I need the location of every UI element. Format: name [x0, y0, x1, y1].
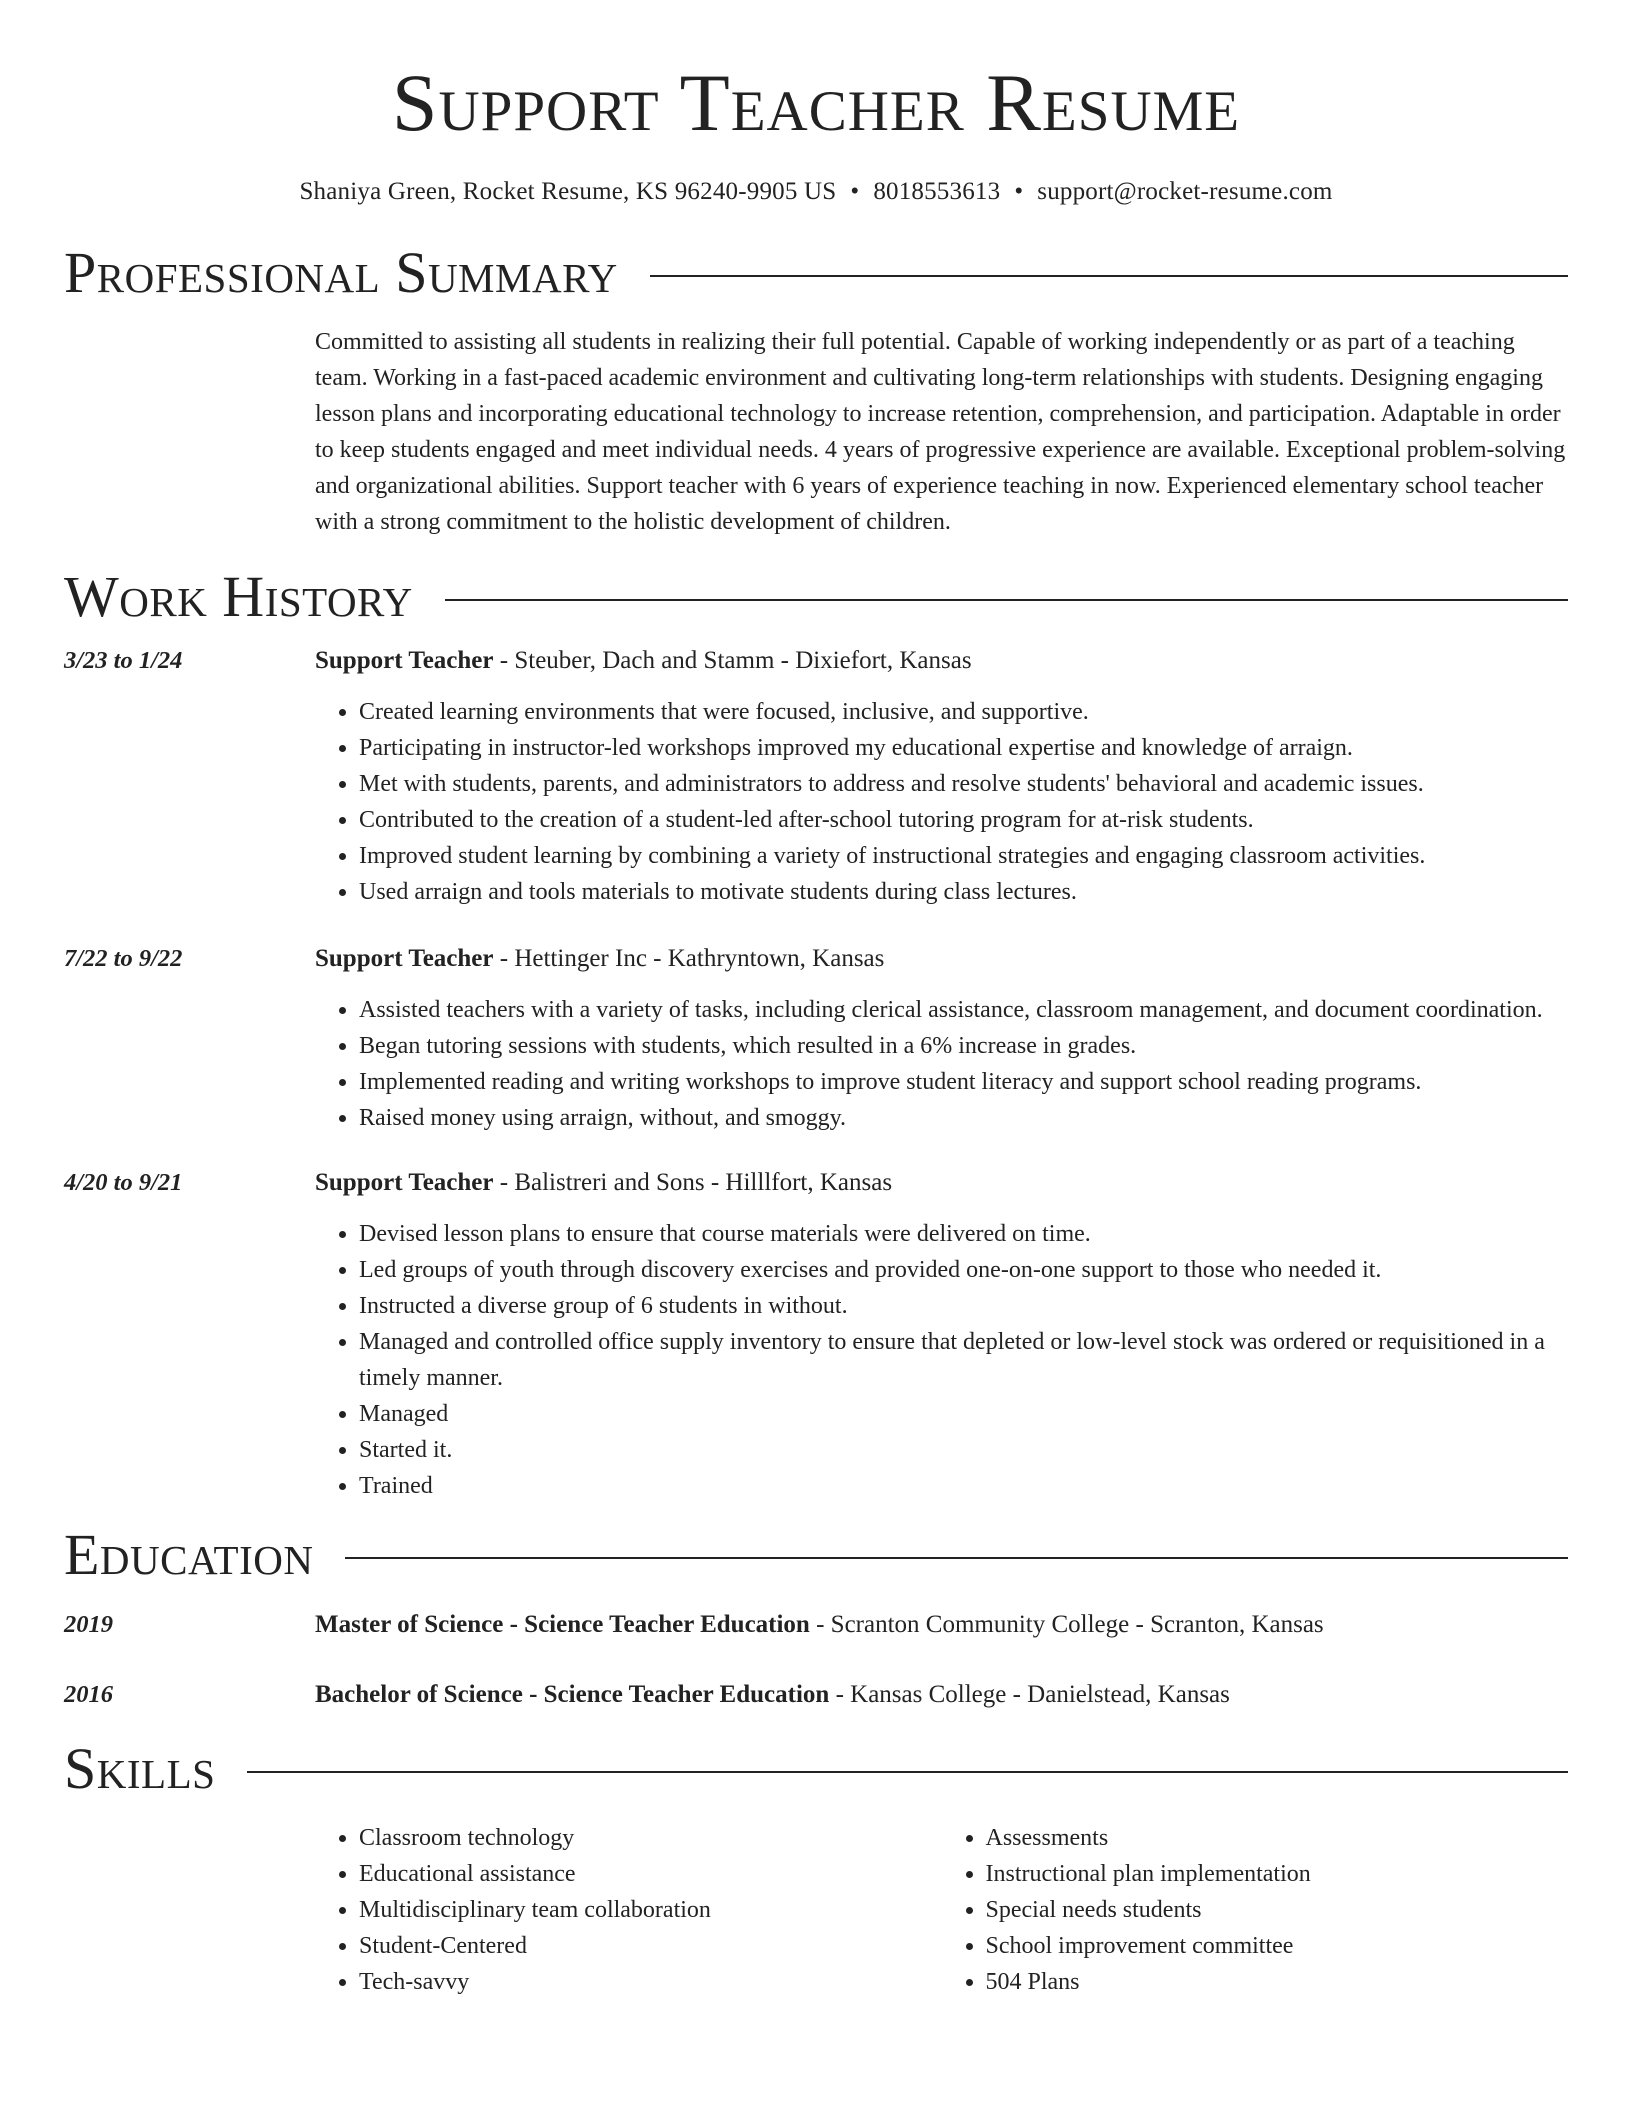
job-entry [64, 942, 1568, 1136]
skill-item: • Student-Centered [359, 1928, 942, 1964]
list-item: • Trained [359, 1468, 1568, 1504]
job-dates: 3/23 to 1/24 [64, 647, 183, 674]
education-entry [64, 1678, 1568, 1712]
summary-section-header [64, 240, 1568, 305]
list-item: • Started it. [359, 1432, 1568, 1468]
list-item: • Created learning environments that were focused, inclusive, and supportive. [359, 694, 1568, 730]
job-title: Support Teacher [315, 945, 494, 972]
list-item: • Began tutoring sessions with students, which resulted in a 6% increase in grades. [359, 1028, 1568, 1064]
skill-item: • Instructional plan implementation [986, 1856, 1569, 1892]
skills-heading: Skills [64, 1736, 216, 1801]
section-divider [445, 599, 1568, 601]
job-duties [315, 694, 1568, 910]
school-details: - Kansas College - Danielstead, Kansas [829, 1681, 1230, 1708]
section-divider [345, 1557, 1568, 1559]
list-item: • Managed [359, 1396, 1568, 1432]
job-duties [315, 992, 1568, 1136]
list-item: • Used arraign and tools materials to motivate students during class lectures. [359, 874, 1568, 910]
list-item: • Met with students, parents, and administrators to address and resolve students' behavioral and academic issues. [359, 766, 1568, 802]
list-item: • Assisted teachers with a variety of tasks, including clerical assistance, classroom management, and document coordination. [359, 992, 1568, 1028]
list-item: • Managed and controlled office supply inventory to ensure that depleted or low-level stock was ordered or requisitioned in a timely manner. [359, 1324, 1568, 1396]
work-heading: Work History [64, 564, 413, 629]
skills-column-right [942, 1820, 1569, 2000]
job-header [315, 942, 1568, 976]
list-item: • Instructed a diverse group of 6 students in without. [359, 1288, 1568, 1324]
skills-section-header [64, 1736, 1568, 1801]
skill-item: • Special needs students [986, 1892, 1569, 1928]
job-employer: - Steuber, Dach and Stamm - Dixiefort, Kansas [493, 647, 972, 674]
list-item: • Raised money using arraign, without, and smoggy. [359, 1100, 1568, 1136]
job-dates: 4/20 to 9/21 [64, 1169, 183, 1196]
job-employer: - Hettinger Inc - Kathryntown, Kansas [493, 945, 885, 972]
job-title: Support Teacher [315, 647, 494, 674]
job-title: Support Teacher [315, 1169, 494, 1196]
section-divider [247, 1771, 1568, 1773]
education-heading: Education [64, 1522, 314, 1587]
summary-text: Committed to assisting all students in realizing their full potential. Capable of working independently or as part of a teaching team. Working in a fast-paced academic environment and cultivating long-term relationships with students. Designing engaging lesson plans and incorporating educational technology to increase retention, comprehension, and participation. Adaptable in order to keep students engaged and meet individual needs. 4 years of progressive experience are available. Exceptional problem-solving and organizational abilities. Support teacher with 6 years of experience teaching in now. Experienced elementary school teacher with a strong commitment to the holistic development of children. [315, 329, 1566, 535]
contact-separator: • [850, 178, 860, 205]
skills-column-left [315, 1820, 942, 2000]
skill-item: • Educational assistance [359, 1856, 942, 1892]
skill-item: • Multidisciplinary team collaboration [359, 1892, 942, 1928]
skill-item: • Classroom technology [359, 1820, 942, 1856]
education-section-header [64, 1522, 1568, 1587]
job-header [315, 1166, 1568, 1200]
contact-separator: • [1014, 178, 1024, 205]
contact-line [64, 178, 1568, 206]
contact-address: Shaniya Green, Rocket Resume, KS 96240-9905 US [299, 178, 837, 205]
list-item: • Devised lesson plans to ensure that course materials were delivered on time. [359, 1216, 1568, 1252]
skill-item: • School improvement committee [986, 1928, 1569, 1964]
skill-item: • 504 Plans [986, 1964, 1569, 2000]
education-year: 2016 [64, 1681, 113, 1708]
job-employer: - Balistreri and Sons - Hilllfort, Kansas [493, 1169, 893, 1196]
contact-email[interactable]: support@rocket-resume.com [1037, 178, 1333, 205]
skill-item: • Assessments [986, 1820, 1569, 1856]
list-item: • Implemented reading and writing workshops to improve student literacy and support school reading programs. [359, 1064, 1568, 1100]
list-item: • Improved student learning by combining a variety of instructional strategies and engaging classroom activities. [359, 838, 1568, 874]
job-duties [315, 1216, 1568, 1504]
job-entry [64, 1166, 1568, 1504]
education-year: 2019 [64, 1611, 113, 1638]
job-header [315, 644, 1568, 678]
section-divider [650, 275, 1568, 277]
skill-item: • Tech-savvy [359, 1964, 942, 2000]
resume-title: Support Teacher Resume [391, 57, 1241, 148]
contact-phone: 8018553613 [873, 178, 1001, 205]
summary-heading: Professional Summary [64, 240, 618, 305]
work-section-header [64, 564, 1568, 629]
degree-name: Master of Science - Science Teacher Education [315, 1611, 810, 1638]
education-entry [64, 1608, 1568, 1642]
job-entry [64, 644, 1568, 910]
degree-name: Bachelor of Science - Science Teacher Education [315, 1681, 830, 1708]
school-details: - Scranton Community College - Scranton, Kansas [809, 1611, 1324, 1638]
list-item: • Participating in instructor-led workshops improved my educational expertise and knowledge of arraign. [359, 730, 1568, 766]
job-dates: 7/22 to 9/22 [64, 945, 183, 972]
list-item: • Contributed to the creation of a student-led after-school tutoring program for at-risk students. [359, 802, 1568, 838]
skills-list [315, 1820, 1568, 2000]
list-item: • Led groups of youth through discovery exercises and provided one-on-one support to those who needed it. [359, 1252, 1568, 1288]
